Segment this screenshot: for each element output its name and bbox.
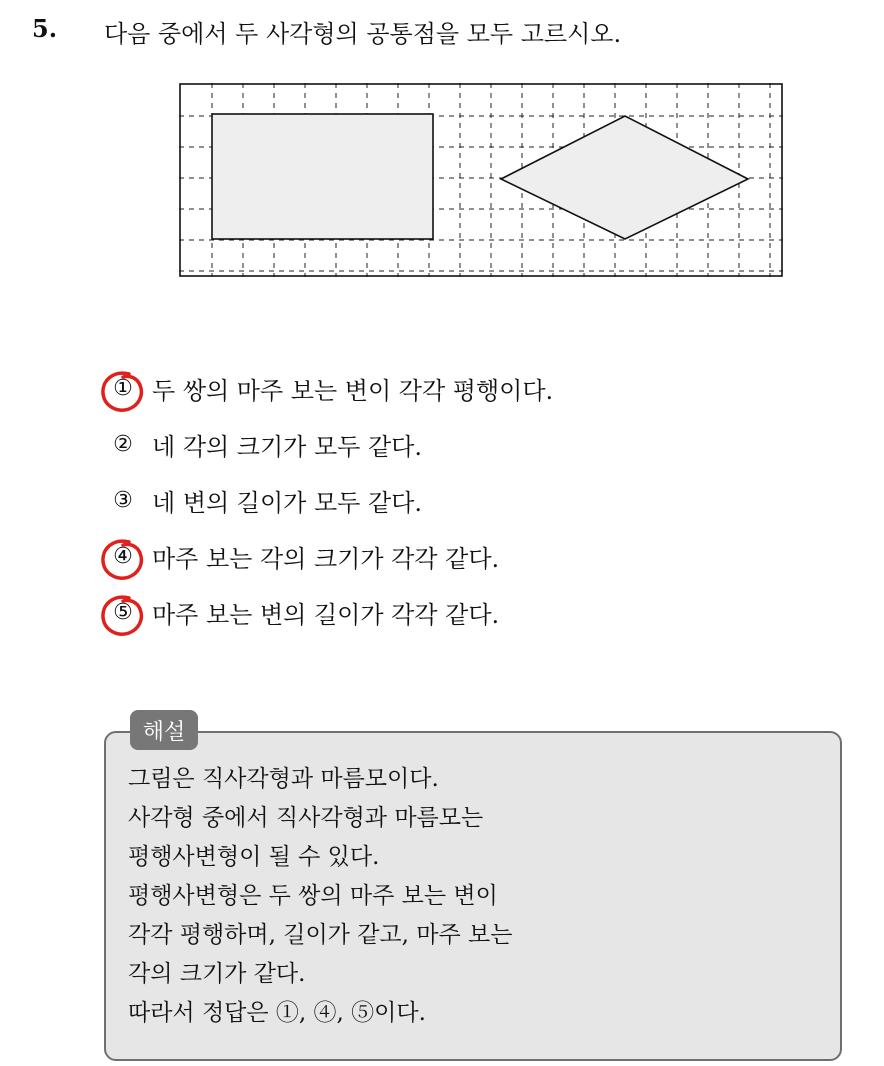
choice-text: 마주 보는 변의 길이가 각각 같다.	[152, 600, 500, 629]
choice-number: ③	[113, 487, 133, 513]
choice-text: 네 변의 길이가 모두 같다.	[152, 488, 422, 517]
choice-4[interactable]	[108, 528, 808, 584]
solution-line: 그림은 직사각형과 마름모이다.	[128, 766, 439, 792]
question-number: 5.	[32, 14, 58, 43]
choice-text: 네 각의 크기가 모두 같다.	[152, 432, 422, 461]
solution-line: 각각 평행하며, 길이가 같고, 마주 보는	[128, 922, 513, 948]
choice-number: ①	[108, 376, 138, 401]
choice-list	[108, 360, 808, 640]
choice-number: ⑤	[108, 600, 138, 625]
choice-2[interactable]	[108, 416, 808, 472]
rectangle-shape	[212, 114, 433, 239]
choice-number: ④	[108, 544, 138, 569]
solution-line: 따라서 정답은 ①, ④, ⑤이다.	[128, 1000, 426, 1026]
choice-text: 두 쌍의 마주 보는 변이 각각 평행이다.	[152, 376, 554, 405]
solution-line: 평행사변형이 될 수 있다.	[128, 844, 380, 870]
choice-3[interactable]	[108, 472, 808, 528]
choice-number: ②	[113, 431, 133, 457]
choice-5[interactable]	[108, 584, 808, 640]
choice-text: 마주 보는 각의 크기가 각각 같다.	[152, 544, 500, 573]
rhombus-shape	[501, 116, 748, 239]
quadrilateral-figure	[179, 83, 783, 277]
solution-text	[128, 760, 808, 1033]
solution-line: 사각형 중에서 직사각형과 마름모는	[128, 805, 484, 831]
solution-line: 각의 크기가 같다.	[128, 961, 306, 987]
solution-tag: 해설	[130, 710, 198, 750]
solution-line: 평행사변형은 두 쌍의 마주 보는 변이	[128, 883, 498, 909]
question-text: 다음 중에서 두 사각형의 공통점을 모두 고르시오.	[104, 20, 622, 48]
choice-1[interactable]	[108, 360, 808, 416]
